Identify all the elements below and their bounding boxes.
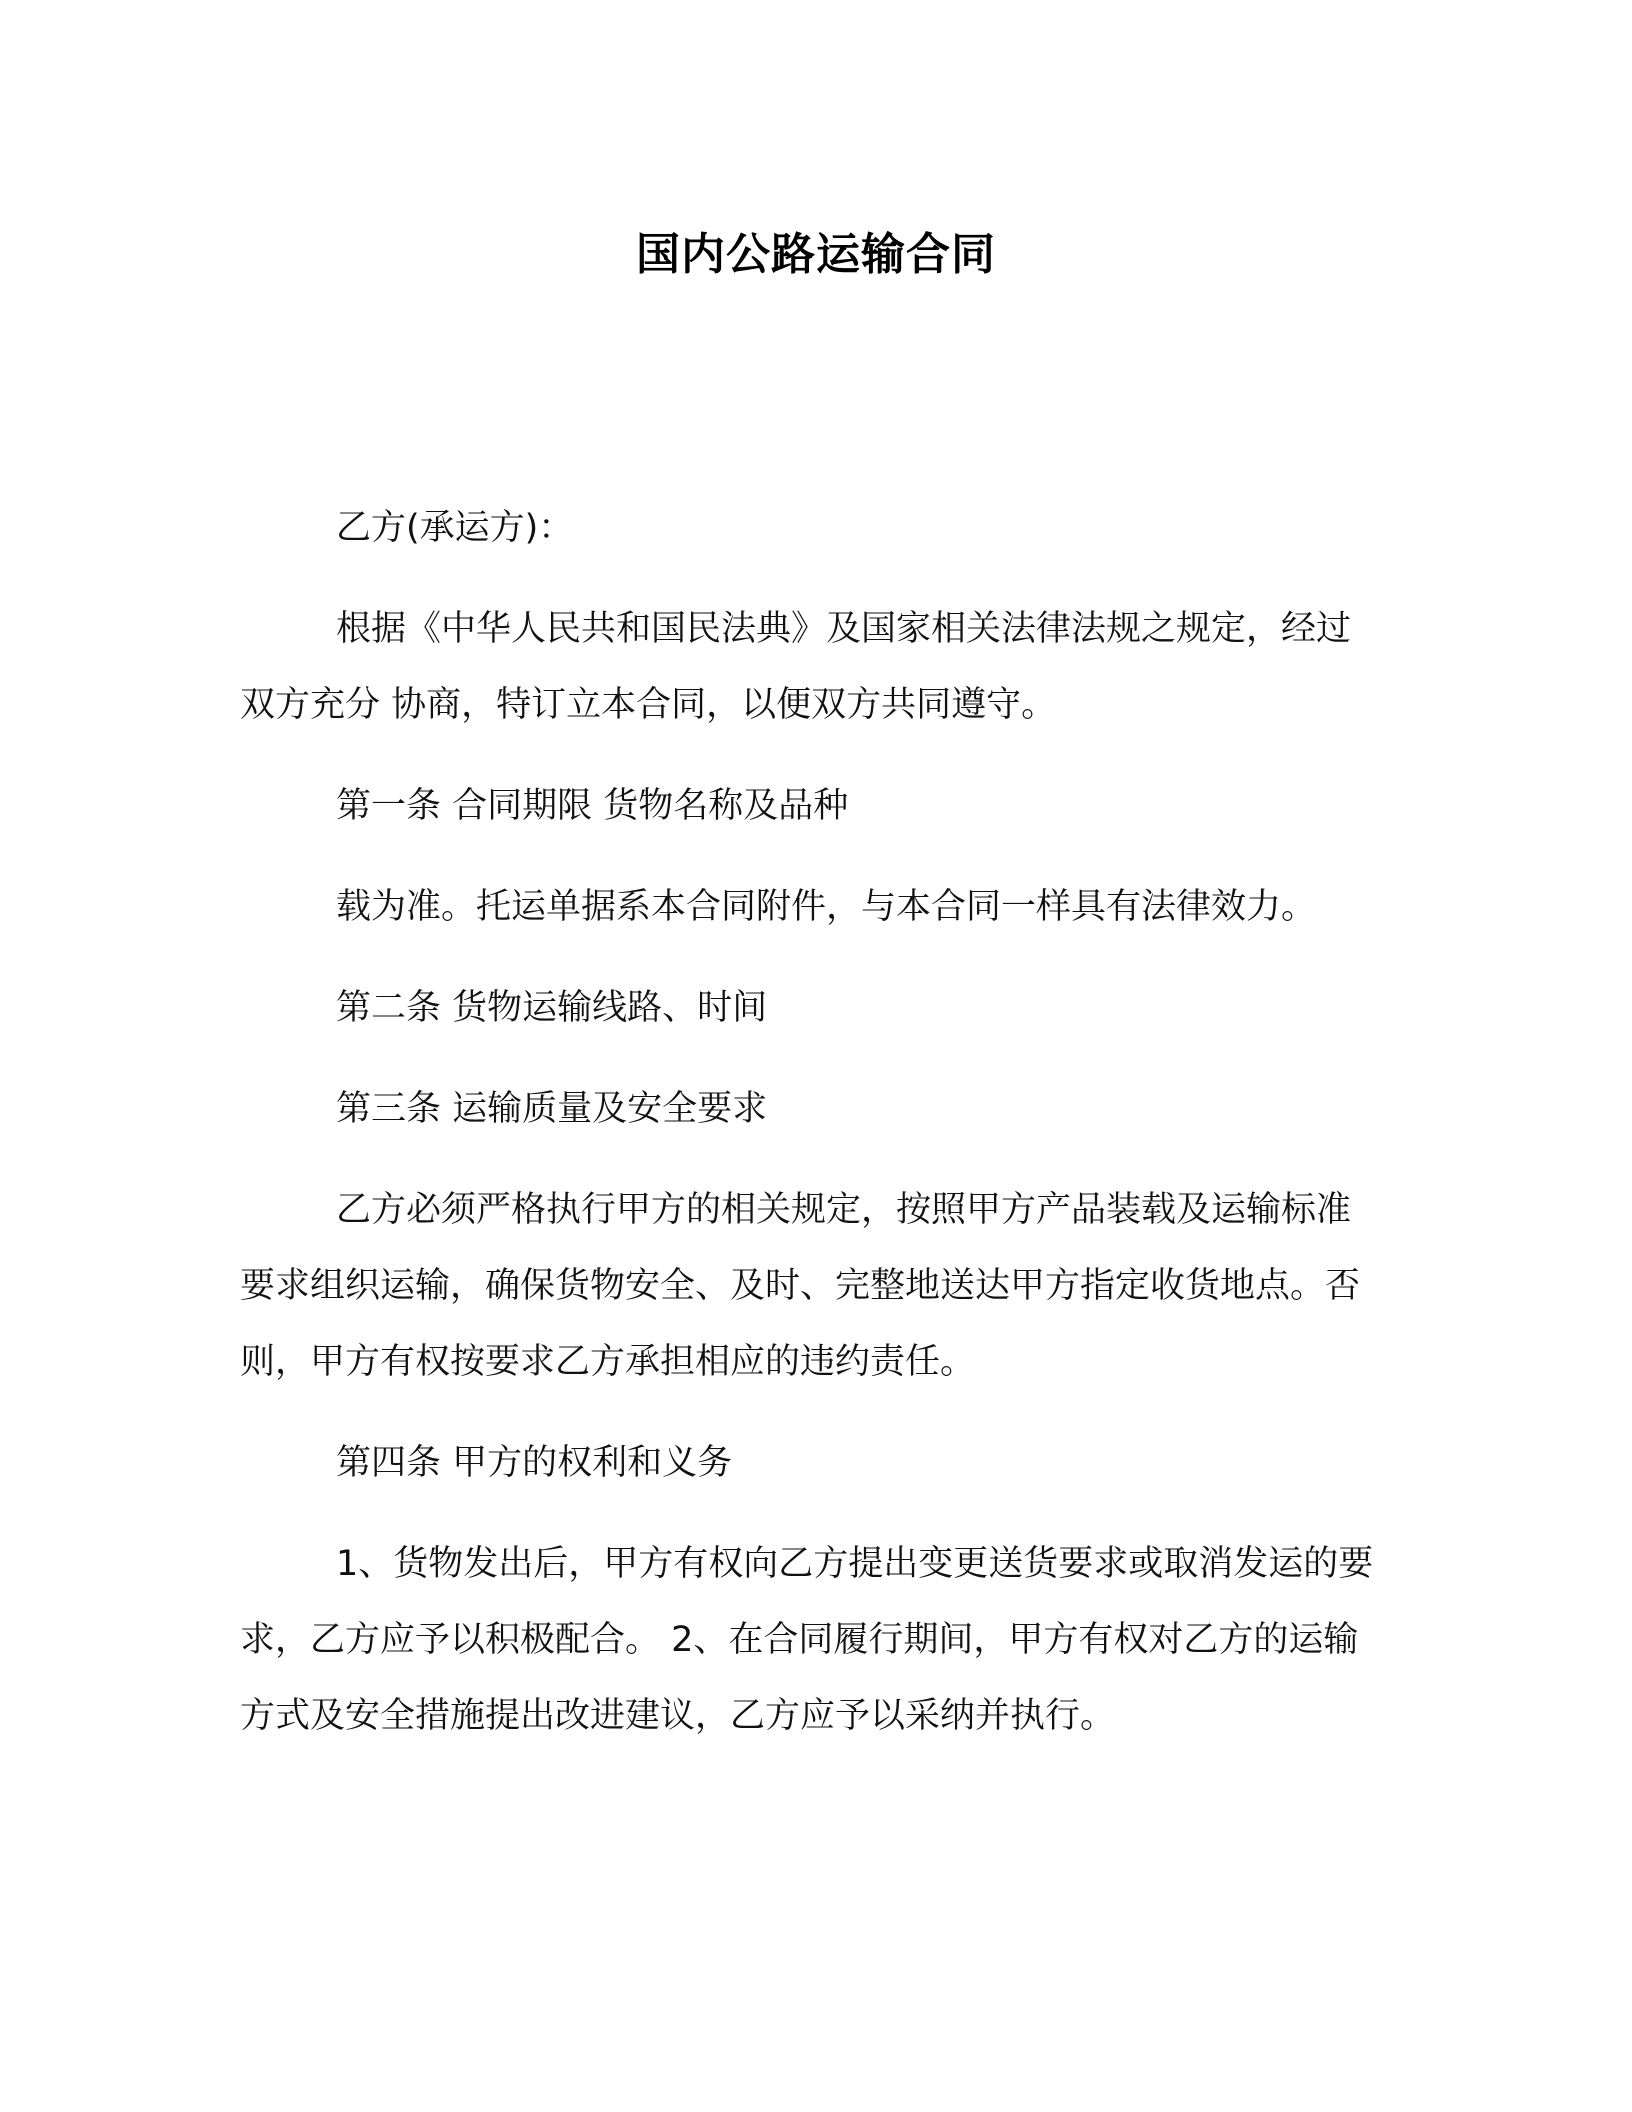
article-1-text: 载为准。托运单据系本合同附件，与本合同一样具有法律效力。	[336, 887, 1317, 927]
article-1-heading: 第一条 合同期限 货物名称及品种	[336, 786, 849, 826]
article-2-heading: 第二条 货物运输线路、时间	[336, 988, 768, 1028]
document-body	[240, 490, 1385, 1779]
article-3-text: 乙方必须严格执行甲方的相关规定，按照甲方产品装载及运输标准要求组织运输，确保货物安全、及时、完整地送达甲方指定收货地点。否则，甲方有权按要求乙方承担相应的违约责任。	[240, 1190, 1361, 1382]
document-title: 国内公路运输合同	[636, 229, 996, 280]
article-4-text: 1、货物发出后，甲方有权向乙方提出变更送货要求或取消发运的要求，乙方应予以积极配合。 2、在合同履行期间，甲方有权对乙方的运输方式及安全措施提出改进建议，乙方应予以采纳并执行。	[240, 1544, 1374, 1736]
preamble-paragraph: 根据《中华人民共和国民法典》及国家相关法律法规之规定，经过双方充分 协商，特订立本合同，以便双方共同遵守。	[240, 609, 1352, 725]
article-3-heading: 第三条 运输质量及安全要求	[336, 1089, 768, 1129]
party-b-line: 乙方(承运方)：	[336, 508, 574, 548]
article-4-heading: 第四条 甲方的权利和义务	[336, 1443, 733, 1483]
